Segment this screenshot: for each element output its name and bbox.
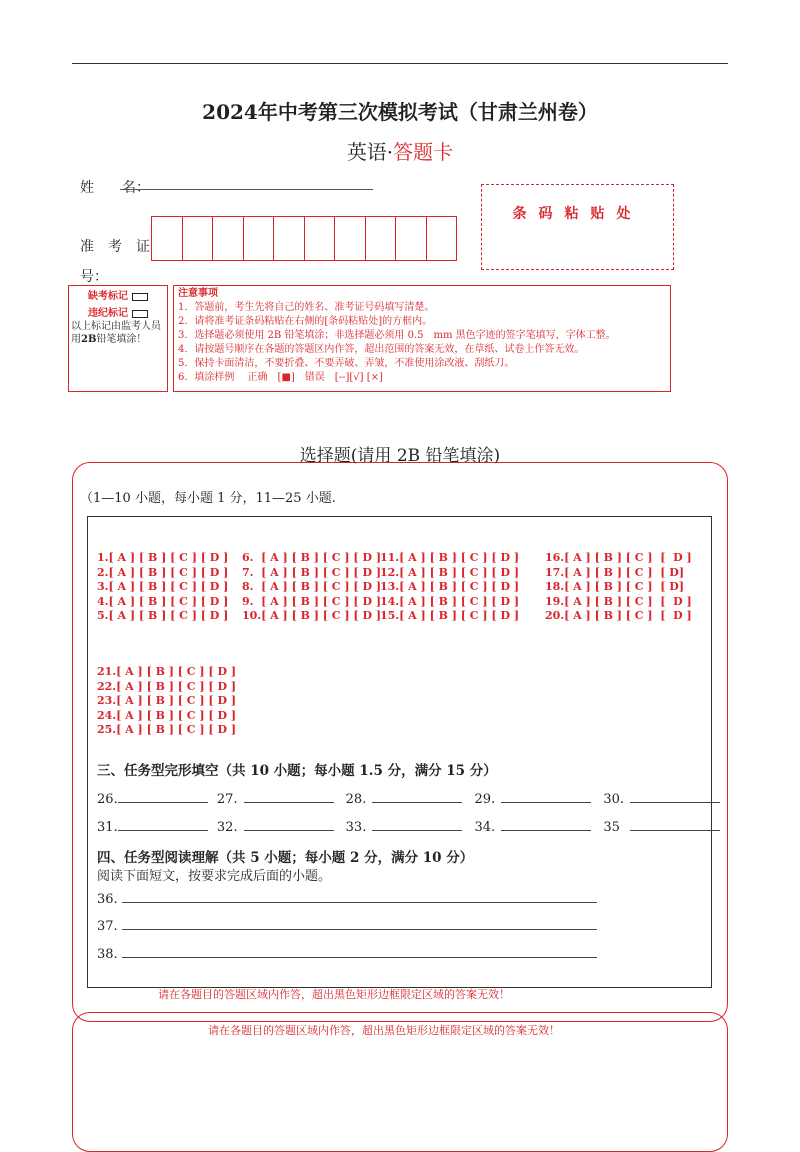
cloze-title: 三、任务型完形填空（共 10 小题；每小题 1.5 分，满分 15 分） <box>97 763 497 779</box>
mark-note: 以上标记由监考人员用2B铅笔填涂！ <box>71 321 161 345</box>
choice-col-1[interactable]: 1.[ A ] [ B ] [ C ] [ D ] 2.[ A ] [ B ] [ C ] [ D ] 3.[ A ] [ B ] [ C ] [ D ] 4.[ A ] [ B ] [ C ] [ D ] 5.[ A ] [ B ] [ C ] [ D ] <box>97 551 229 622</box>
choice-intro: （1—10 小题，每小题 1 分，11—25 小题. <box>80 491 336 506</box>
reading-item-38[interactable]: 38. <box>97 944 597 962</box>
violate-mark[interactable] <box>132 310 148 318</box>
warning-2: 请在各题目的答题区域内作答，超出黑色矩形边框限定区域的答案无效！ <box>208 1024 560 1037</box>
barcode-area: 条码粘贴处 <box>481 184 674 270</box>
cloze-row-1[interactable]: 26. 27. 28. 29. 30. <box>97 789 720 807</box>
notice-item: 6．填涂样例 正确 [■] 错误 [--][√] [×] <box>178 372 383 383</box>
violate-mark-label: 违纪标记 <box>88 308 128 319</box>
notice-item: 1．答题前，考生先将自己的姓名、准考证号码填写清楚。 <box>178 302 435 313</box>
reading-title: 四、任务型阅读理解（共 5 小题；每小题 2 分，满分 10 分） <box>97 850 474 866</box>
id-label-2: 号： <box>80 269 108 285</box>
choice-col-3[interactable]: 11.[ A ] [ B ] [ C ] [ D ] 12.[ A ] [ B ] [ C ] [ D ] 13.[ A ] [ B ] [ C ] [ D ] 14.[ A ] [ B ] [ C ] [ D ] 15.[ A ] [ B ] [ C ] [ D ] <box>380 551 520 622</box>
reading-item-37[interactable]: 37. <box>97 916 597 934</box>
top-rule <box>72 63 728 64</box>
choice-col-5[interactable]: 21.[ A ] [ B ] [ C ] [ D ] 22.[ A ] [ B ] [ C ] [ D ] 23.[ A ] [ B ] [ C ] [ D ] 24.[ A ] [ B ] [ C ] [ D ] 25.[ A ] [ B ] [ C ] [ D ] <box>97 665 237 736</box>
notice-title: 注意事项 <box>178 288 218 299</box>
choice-col-4[interactable]: 16.[ A ] [ B ] [ C ] [ D ] 17.[ A ] [ B ] [ C ] [ D] 18.[ A ] [ B ] [ C ] [ D] 19.[ A ] [ B ] [ C ] [ D ] 20.[ A ] [ B ] [ C ] [ D ] <box>545 551 692 622</box>
reading-desc: 阅读下面短文，按要求完成后面的小题。 <box>97 869 332 884</box>
absent-mark-label: 缺考标记 <box>88 291 128 302</box>
notice-item: 4．请按题号顺序在各题的答题区内作答，超出范围的答案无效，在草纸、试卷上作答无效。 <box>178 344 585 355</box>
absent-mark[interactable] <box>132 293 148 301</box>
reading-item-36[interactable]: 36. <box>97 889 597 907</box>
name-field[interactable] <box>120 189 373 190</box>
mark-box <box>68 285 168 392</box>
card-subtitle: 英语·答题卡 <box>346 140 454 164</box>
id-label: 准 考 证 <box>80 239 150 255</box>
id-number-boxes[interactable] <box>152 216 457 261</box>
choice-section-title: 选择题(请用 2B 铅笔填涂) <box>299 446 501 466</box>
notice-item: 3．选择题必须使用 2B 铅笔填涂；非选择题必须用 0.5 mm 黑色字迹的签字笔填写，字体工整。 <box>178 330 616 341</box>
exam-title: 2024年中考第三次模拟考试（甘肃兰州卷） <box>202 100 598 124</box>
notice-item: 2．请将准考证条码粘贴在右侧的[条码粘贴处]的方框内。 <box>178 316 433 327</box>
cloze-row-2[interactable]: 31. 32. 33. 34. 35 <box>97 817 720 835</box>
name-label: 姓 名： <box>80 180 150 196</box>
notice-item: 5．保持卡面清洁，不要折叠、不要弄破、弄皱，不准使用涂改液、刮纸刀。 <box>178 358 515 369</box>
warning-1: 请在各题目的答题区域内作答，超出黑色矩形边框限定区域的答案无效！ <box>158 988 510 1001</box>
choice-col-2[interactable]: 6. [ A ] [ B ] [ C ] [ D ] 7. [ A ] [ B ] [ C ] [ D ] 8. [ A ] [ B ] [ C ] [ D ] 9. [ A ] [ B ] [ C ] [ D ] 10.[ A ] [ B ] [ C ] [ D ] <box>242 551 382 622</box>
notice-box <box>173 285 671 392</box>
